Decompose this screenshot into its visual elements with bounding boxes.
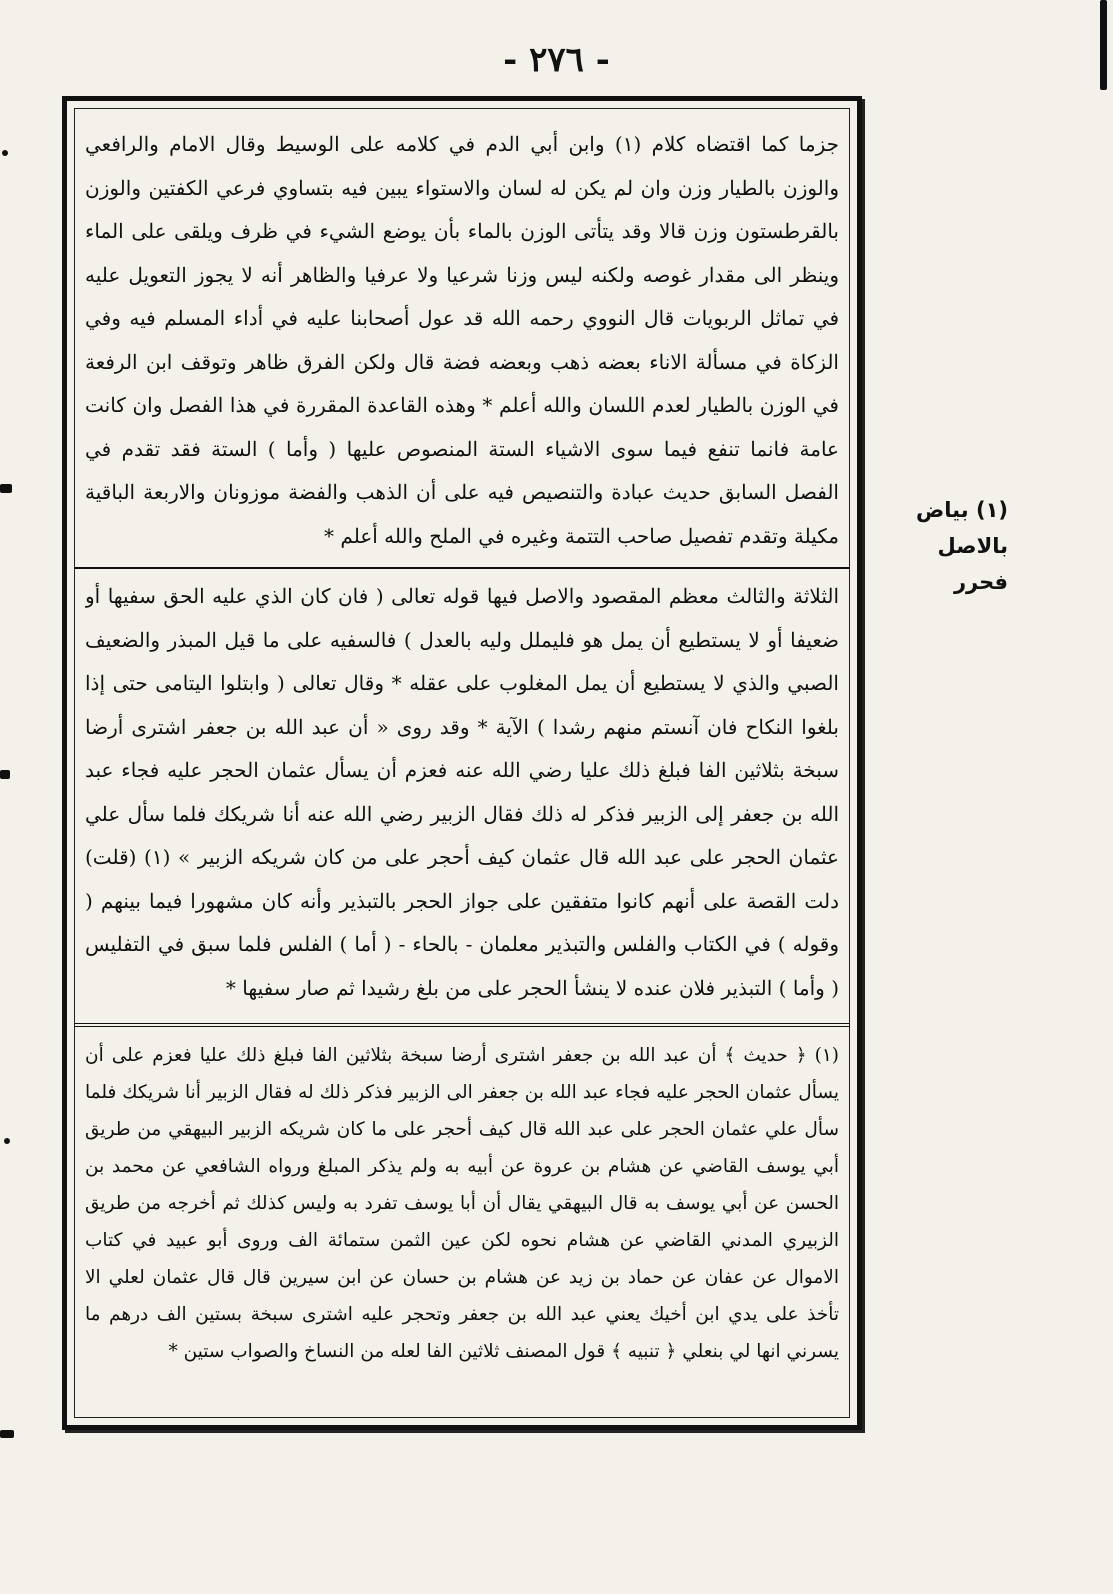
frame-inner-rule <box>74 108 850 1418</box>
paragraph-top: جزما كما اقتضاه كلام (١) وابن أبي الدم في كلامه على الوسيط وقال الامام والرافعي والوزن بالطيار وزن وان لم يكن له لسان والاستواء يبين فيه بتساوي فرعي الكفتين والوزن بالقرطستون وزن قالا وقد يتأتى الوزن بالماء بأن يوضع الشيء في ظرف ويلقى على الماء وينظر الى مقدار غوصه ولكنه ليس وزنا شرعيا ولا عرفيا والظاهر أنه لا يجوز التعويل عليه في تماثل الربويات قال النووي رحمه الله قد عول أصحابنا عليه في أداء المسلم فيه وفي الزكاة في مسألة الاناء بعضه ذهب وبعضه فضة قال ولكن الفرق ظاهر وتوقف ابن الرفعة في الوزن بالطيار لعدم اللسان والله أعلم * وهذه القاعدة المقررة في هذا الفصل وان كانت عامة فانما تنفع فيما سوى الاشياء الستة المنصوص عليها ( وأما ) الستة فقد تقدم في الفصل السابق حديث عبادة والتنصيص فيه على أن الذهب والفضة موزونان والاربعة الباقية مكيلة وتقدم تفصيل صاحب التتمة وغيره في الملح والله أعلم * <box>85 132 839 548</box>
page-number: - ٢٧٦ - <box>503 40 610 80</box>
paragraph-middle: الثلاثة والثالث معظم المقصود والاصل فيها قوله تعالى ( فان كان الذي عليه الحق سفيها أو ضعيفا أو لا يستطيع أن يمل هو فليملل وليه بالعدل ) فالسفيه على ما قيل المبذر والضعيف الصبي والذي لا يستطيع أن يمل المغلوب على عقله * وقال تعالى ( وابتلوا اليتامى حتى إذا بلغوا النكاح فان آنستم منهم رشدا ) الآية * وقد روى « أن عبد الله بن جعفر اشترى أرضا سبخة بثلاثين الفا فبلغ ذلك عليا رضي الله عنه فعزم أن يسأل عثمان الحجر عليه فجاء عبد الله بن جعفر إلى الزبير فذكر له ذلك فقال الزبير رضي الله عنه أنا شريكك فلما سأل علي عثمان الحجر على عبد الله قال عثمان كيف أحجر على من كان شريكه الزبير » (١) (قلت) دلت القصة على أنهم كانوا متفقين على جواز الحجر بالتبذير وأنه كان مشهورا فيما بينهم ( وقوله ) في الكتاب والفلس والتبذير معلمان - بالحاء - ( أما ) الفلس فلما سبق في التفليس ( وأما ) التبذير فلان عنده لا ينشأ الحجر على من بلغ رشيدا ثم صار سفيها * <box>85 584 839 1000</box>
text-frame <box>62 96 862 1430</box>
footnote-text: (١) ﴿ حديث ﴾ أن عبد الله بن جعفر اشترى أرضا سبخة بثلاثين الفا فبلغ ذلك عليا فعزم على أن يسأل عثمان الحجر عليه فجاء عبد الله بن جعفر الى الزبير فذكر ذلك له فقال الزبير أنا شريكك فلما سأل علي عثمان الحجر على عبد الله قال كيف أحجر على ما كان شريكه الزبير البيهقي من طريق أبي يوسف القاضي عن هشام بن عروة عن أبيه به ولم يذكر المبلغ ورواه الشافعي عن محمد بن الحسن عن أبي يوسف به قال البيهقي يقال أن أبا يوسف تفرد به وليس كذلك ثم أخرجه من طريق الزبيري المدني القاضي عن هشام نحوه لكن عين الثمن ستمائة الف وروى أبو عبيد في كتاب الاموال عن عفان عن حماد بن زيد عن هشام بن حسان عن ابن سيرين قال قال عثمان لعلي الا تأخذ على يدي ابن أخيك يعني عبد الله بن جعفر وتحجر عليه اشترى سبخة بستين الف درهم ما يسرني انها لي بنعلي ﴿ تنبيه ﴾ قول المصنف ثلاثين الفا لعله من النساخ والصواب ستين * <box>85 1045 839 1362</box>
scan-edge-dot <box>4 1138 10 1144</box>
scan-edge-mark <box>0 770 10 779</box>
margin-note <box>898 492 1008 600</box>
margin-note-line-1: (١) بياض <box>916 498 1008 522</box>
main-text-top <box>85 123 839 563</box>
main-text-middle <box>85 575 839 1011</box>
scan-edge-mark <box>1100 0 1107 90</box>
scan-edge-mark <box>0 1430 14 1438</box>
margin-note-line-2: بالاصل فحرر <box>937 534 1008 594</box>
scan-edge-dot <box>2 150 8 156</box>
footnote-divider <box>75 1023 849 1027</box>
footnote-section <box>85 1037 839 1407</box>
section-divider <box>75 567 849 569</box>
scan-edge-mark <box>0 484 12 493</box>
